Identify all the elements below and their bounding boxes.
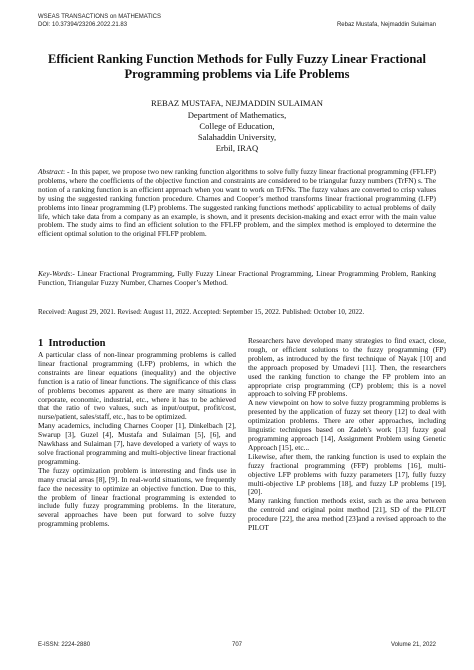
paragraph: A particular class of non-linear programming problems is called linear fractional programming (LFP) problems, in which the constraints are linear equations (inequality) and the objective function is a ratio of linear functions. The significance of this class of problems becomes apparent as there are many situations in corporate, economic, industrial, etc., where it has to be achieved that the ratio of two values, such as input/output, profit/cost, nurse/patient, sales/staff, etc., has to be optimized. bbox=[38, 350, 236, 422]
paragraph: A new viewpoint on how to solve fuzzy programming problems is presented by the application of fuzzy set theory [12] to deal with optimization problems. There are other approaches, including linguistic techniques based on Zadeh's work [13] fuzzy goal programming approach [14], Assignment Problem using Genetic Approach [15], etc... bbox=[248, 398, 446, 452]
keywords-label: Key-Words bbox=[38, 269, 71, 278]
abstract bbox=[38, 168, 436, 239]
running-authors: Rebaz Mustafa, Nejmaddin Sulaiman bbox=[336, 21, 436, 28]
keywords bbox=[38, 270, 436, 288]
affiliation-university: Salahaddin University, bbox=[197, 132, 277, 142]
paragraph: Likewise, after them, the ranking function is used to explain the fuzzy fractional programming (FFP) problems [16], multi-objective LFP problems with fuzzy parameters [17], fully fuzzy multi-objective LP problems [18], and fuzzy LP problems [19], [20]. bbox=[248, 451, 446, 497]
column-left bbox=[38, 337, 236, 529]
section-title: Introduction bbox=[48, 338, 106, 349]
submission-dates: Received: August 29, 2021. Revised: August 11, 2022. Accepted: September 15, 2022. Published: October 10, 2022. bbox=[38, 308, 365, 316]
paper-title: Efficient Ranking Function Methods for Fully Fuzzy Linear Fractional Programming problems via Life Problems bbox=[47, 52, 426, 81]
page-number: 707 bbox=[231, 642, 243, 648]
affiliation-college: College of Education, bbox=[199, 121, 275, 131]
volume: Volume 21, 2022 bbox=[390, 642, 436, 648]
author-list: REBAZ MUSTAFA, NEJMADDIN SULAIMAN bbox=[151, 98, 323, 108]
abstract-text: : - In this paper, we propose two new ranking function algorithms to solve fully fuzzy linear fractional programming (FFLFP) problems, where the coefficients of the objective function and constraints are considered to be triangular fuzzy numbers (TrFN) s. The notion of a ranking function is an efficient approach when you want to work on TrFNs. The fuzzy values are converted to crisp values by using the suggested ranking function procedure. Charnes and Cooper’s method transforms linear fractional programming (LFP) problems into linear programming (LP) problems. The suggested ranking functions methods' applicability to actual problems of daily life, which take data from a company as an example, is shown, and it presents decision-making and exact error with the main value problem. The study aims to find an efficient solution to the FFLFP problem, and the simplex method is employed to determine the efficient optimal solution to the original FFLFP problem. bbox=[38, 167, 436, 239]
section-number: 1 bbox=[38, 338, 44, 349]
journal-name: WSEAS TRANSACTIONS on MATHEMATICS bbox=[38, 14, 162, 20]
column-right bbox=[248, 337, 446, 533]
section-heading bbox=[38, 337, 236, 350]
affiliation-city: Erbil, IRAQ bbox=[215, 143, 259, 153]
doi: DOI: 10.37394/23206.2022.21.83 bbox=[38, 21, 128, 28]
paragraph: Researchers have developed many strategies to find exact, close, rough, or efficient solutions to the fuzzy programming (FP) problem, as introduced by the first technique of Nayak [10] and the approach proposed by Umadevi [11]. Then, the researchers used the ranking function to change the FP problem into an appropriate crisp programming (CP) problem; this is a novel approach to solving FP problems. bbox=[248, 336, 446, 399]
paragraph: The fuzzy optimization problem is interesting and finds use in many crucial areas [8], [9]. In real-world situations, we frequently face the necessity to optimize an objective function. Due to this, the problem of linear fractional programming is extended to include fully fuzzy programming problems. In the literature, several approaches have been put forward to solve fuzzy programming problems. bbox=[38, 465, 236, 529]
page-footer bbox=[38, 641, 436, 649]
abstract-label: Abstract bbox=[38, 167, 64, 176]
keywords-text: :- Linear Fractional Programming, Fully Fuzzy Linear Fractional Programming, Linear Programming Problem, Ranking Function, Triangular Fuzzy Number, Charnes Cooper’s Method. bbox=[38, 269, 436, 287]
paragraph: Many academics, including Charnes Cooper [1], Dinkelbach [2], Swarup [3], Guzel [4], Mustafa and Sulaiman [5], [6], and Nawkhass and Sulaiman [7], have developed a variety of ways to solve fractional programming and multi-objective linear fractional programming. bbox=[38, 421, 236, 466]
affiliation bbox=[38, 110, 436, 154]
paragraph: Many ranking function methods exist, such as the area between the centroid and original point method [21], SD of the PILOT procedure [22], the area method [23]and a revised approach to the PILOT bbox=[248, 496, 446, 533]
affiliation-department: Department of Mathematics, bbox=[187, 110, 287, 120]
running-head bbox=[38, 14, 436, 29]
issn: E-ISSN: 2224-2880 bbox=[38, 642, 91, 648]
